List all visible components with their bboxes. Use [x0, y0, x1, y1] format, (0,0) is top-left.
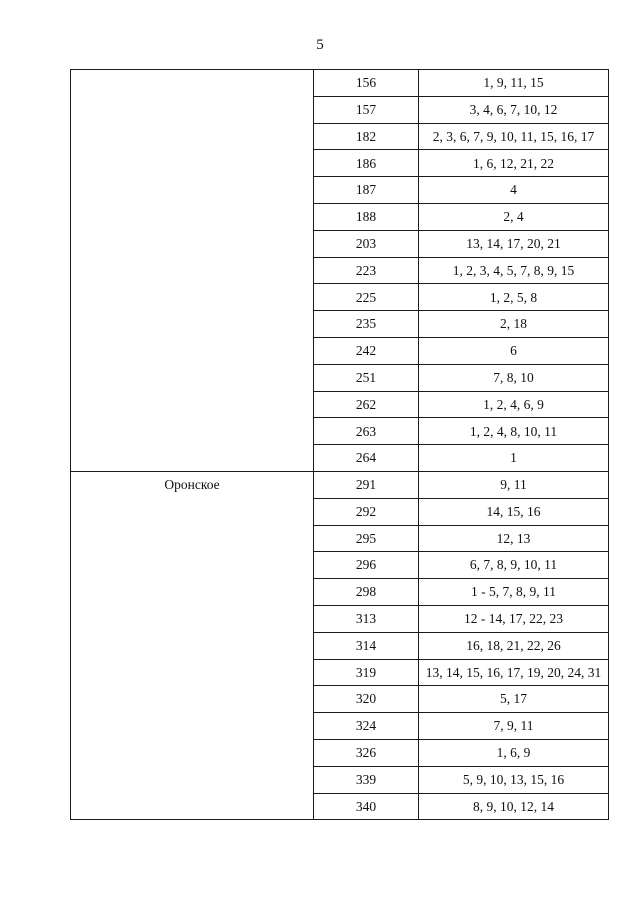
table-body [71, 70, 609, 820]
block-number-cell: 263 [314, 418, 419, 445]
plot-numbers-cell: 1, 9, 11, 15 [419, 70, 609, 97]
district-cell: Оронское [71, 471, 314, 819]
block-number-cell: 339 [314, 766, 419, 793]
block-number-cell: 182 [314, 123, 419, 150]
block-number-cell: 264 [314, 445, 419, 472]
plot-numbers-cell: 2, 4 [419, 203, 609, 230]
plot-numbers-cell: 2, 18 [419, 311, 609, 338]
block-number-cell: 242 [314, 337, 419, 364]
plot-numbers-cell: 6 [419, 337, 609, 364]
district-cell [71, 70, 314, 472]
plot-numbers-cell: 7, 9, 11 [419, 713, 609, 740]
plot-numbers-cell: 1, 2, 4, 8, 10, 11 [419, 418, 609, 445]
plot-numbers-cell: 7, 8, 10 [419, 364, 609, 391]
block-number-cell: 326 [314, 739, 419, 766]
plot-numbers-cell: 1 [419, 445, 609, 472]
block-number-cell: 292 [314, 498, 419, 525]
plot-numbers-cell: 1, 6, 9 [419, 739, 609, 766]
plot-numbers-cell: 1, 6, 12, 21, 22 [419, 150, 609, 177]
plot-numbers-cell: 16, 18, 21, 22, 26 [419, 632, 609, 659]
block-number-cell: 298 [314, 579, 419, 606]
block-number-cell: 157 [314, 96, 419, 123]
block-number-cell: 295 [314, 525, 419, 552]
forest-blocks-table [70, 69, 609, 820]
block-number-cell: 340 [314, 793, 419, 820]
block-number-cell: 188 [314, 203, 419, 230]
block-number-cell: 296 [314, 552, 419, 579]
table-row [71, 70, 609, 97]
block-number-cell: 251 [314, 364, 419, 391]
plot-numbers-cell: 8, 9, 10, 12, 14 [419, 793, 609, 820]
plot-numbers-cell: 1, 2, 5, 8 [419, 284, 609, 311]
block-number-cell: 313 [314, 605, 419, 632]
plot-numbers-cell: 1 - 5, 7, 8, 9, 11 [419, 579, 609, 606]
page-number: 5 [316, 37, 324, 53]
plot-numbers-cell: 1, 2, 3, 4, 5, 7, 8, 9, 15 [419, 257, 609, 284]
plot-numbers-cell: 3, 4, 6, 7, 10, 12 [419, 96, 609, 123]
table-row [71, 471, 609, 498]
plot-numbers-cell: 12, 13 [419, 525, 609, 552]
block-number-cell: 235 [314, 311, 419, 338]
plot-numbers-cell: 13, 14, 17, 20, 21 [419, 230, 609, 257]
plot-numbers-cell: 14, 15, 16 [419, 498, 609, 525]
block-number-cell: 314 [314, 632, 419, 659]
block-number-cell: 262 [314, 391, 419, 418]
plot-numbers-cell: 9, 11 [419, 471, 609, 498]
block-number-cell: 320 [314, 686, 419, 713]
block-number-cell: 156 [314, 70, 419, 97]
block-number-cell: 225 [314, 284, 419, 311]
plot-numbers-cell: 5, 17 [419, 686, 609, 713]
plot-numbers-cell: 4 [419, 177, 609, 204]
plot-numbers-cell: 5, 9, 10, 13, 15, 16 [419, 766, 609, 793]
block-number-cell: 223 [314, 257, 419, 284]
plot-numbers-cell: 12 - 14, 17, 22, 23 [419, 605, 609, 632]
block-number-cell: 186 [314, 150, 419, 177]
block-number-cell: 291 [314, 471, 419, 498]
plot-numbers-cell: 6, 7, 8, 9, 10, 11 [419, 552, 609, 579]
block-number-cell: 203 [314, 230, 419, 257]
block-number-cell: 187 [314, 177, 419, 204]
plot-numbers-cell: 2, 3, 6, 7, 9, 10, 11, 15, 16, 17 [419, 123, 609, 150]
plot-numbers-cell: 13, 14, 15, 16, 17, 19, 20, 24, 31 [419, 659, 609, 686]
block-number-cell: 319 [314, 659, 419, 686]
block-number-cell: 324 [314, 713, 419, 740]
plot-numbers-cell: 1, 2, 4, 6, 9 [419, 391, 609, 418]
